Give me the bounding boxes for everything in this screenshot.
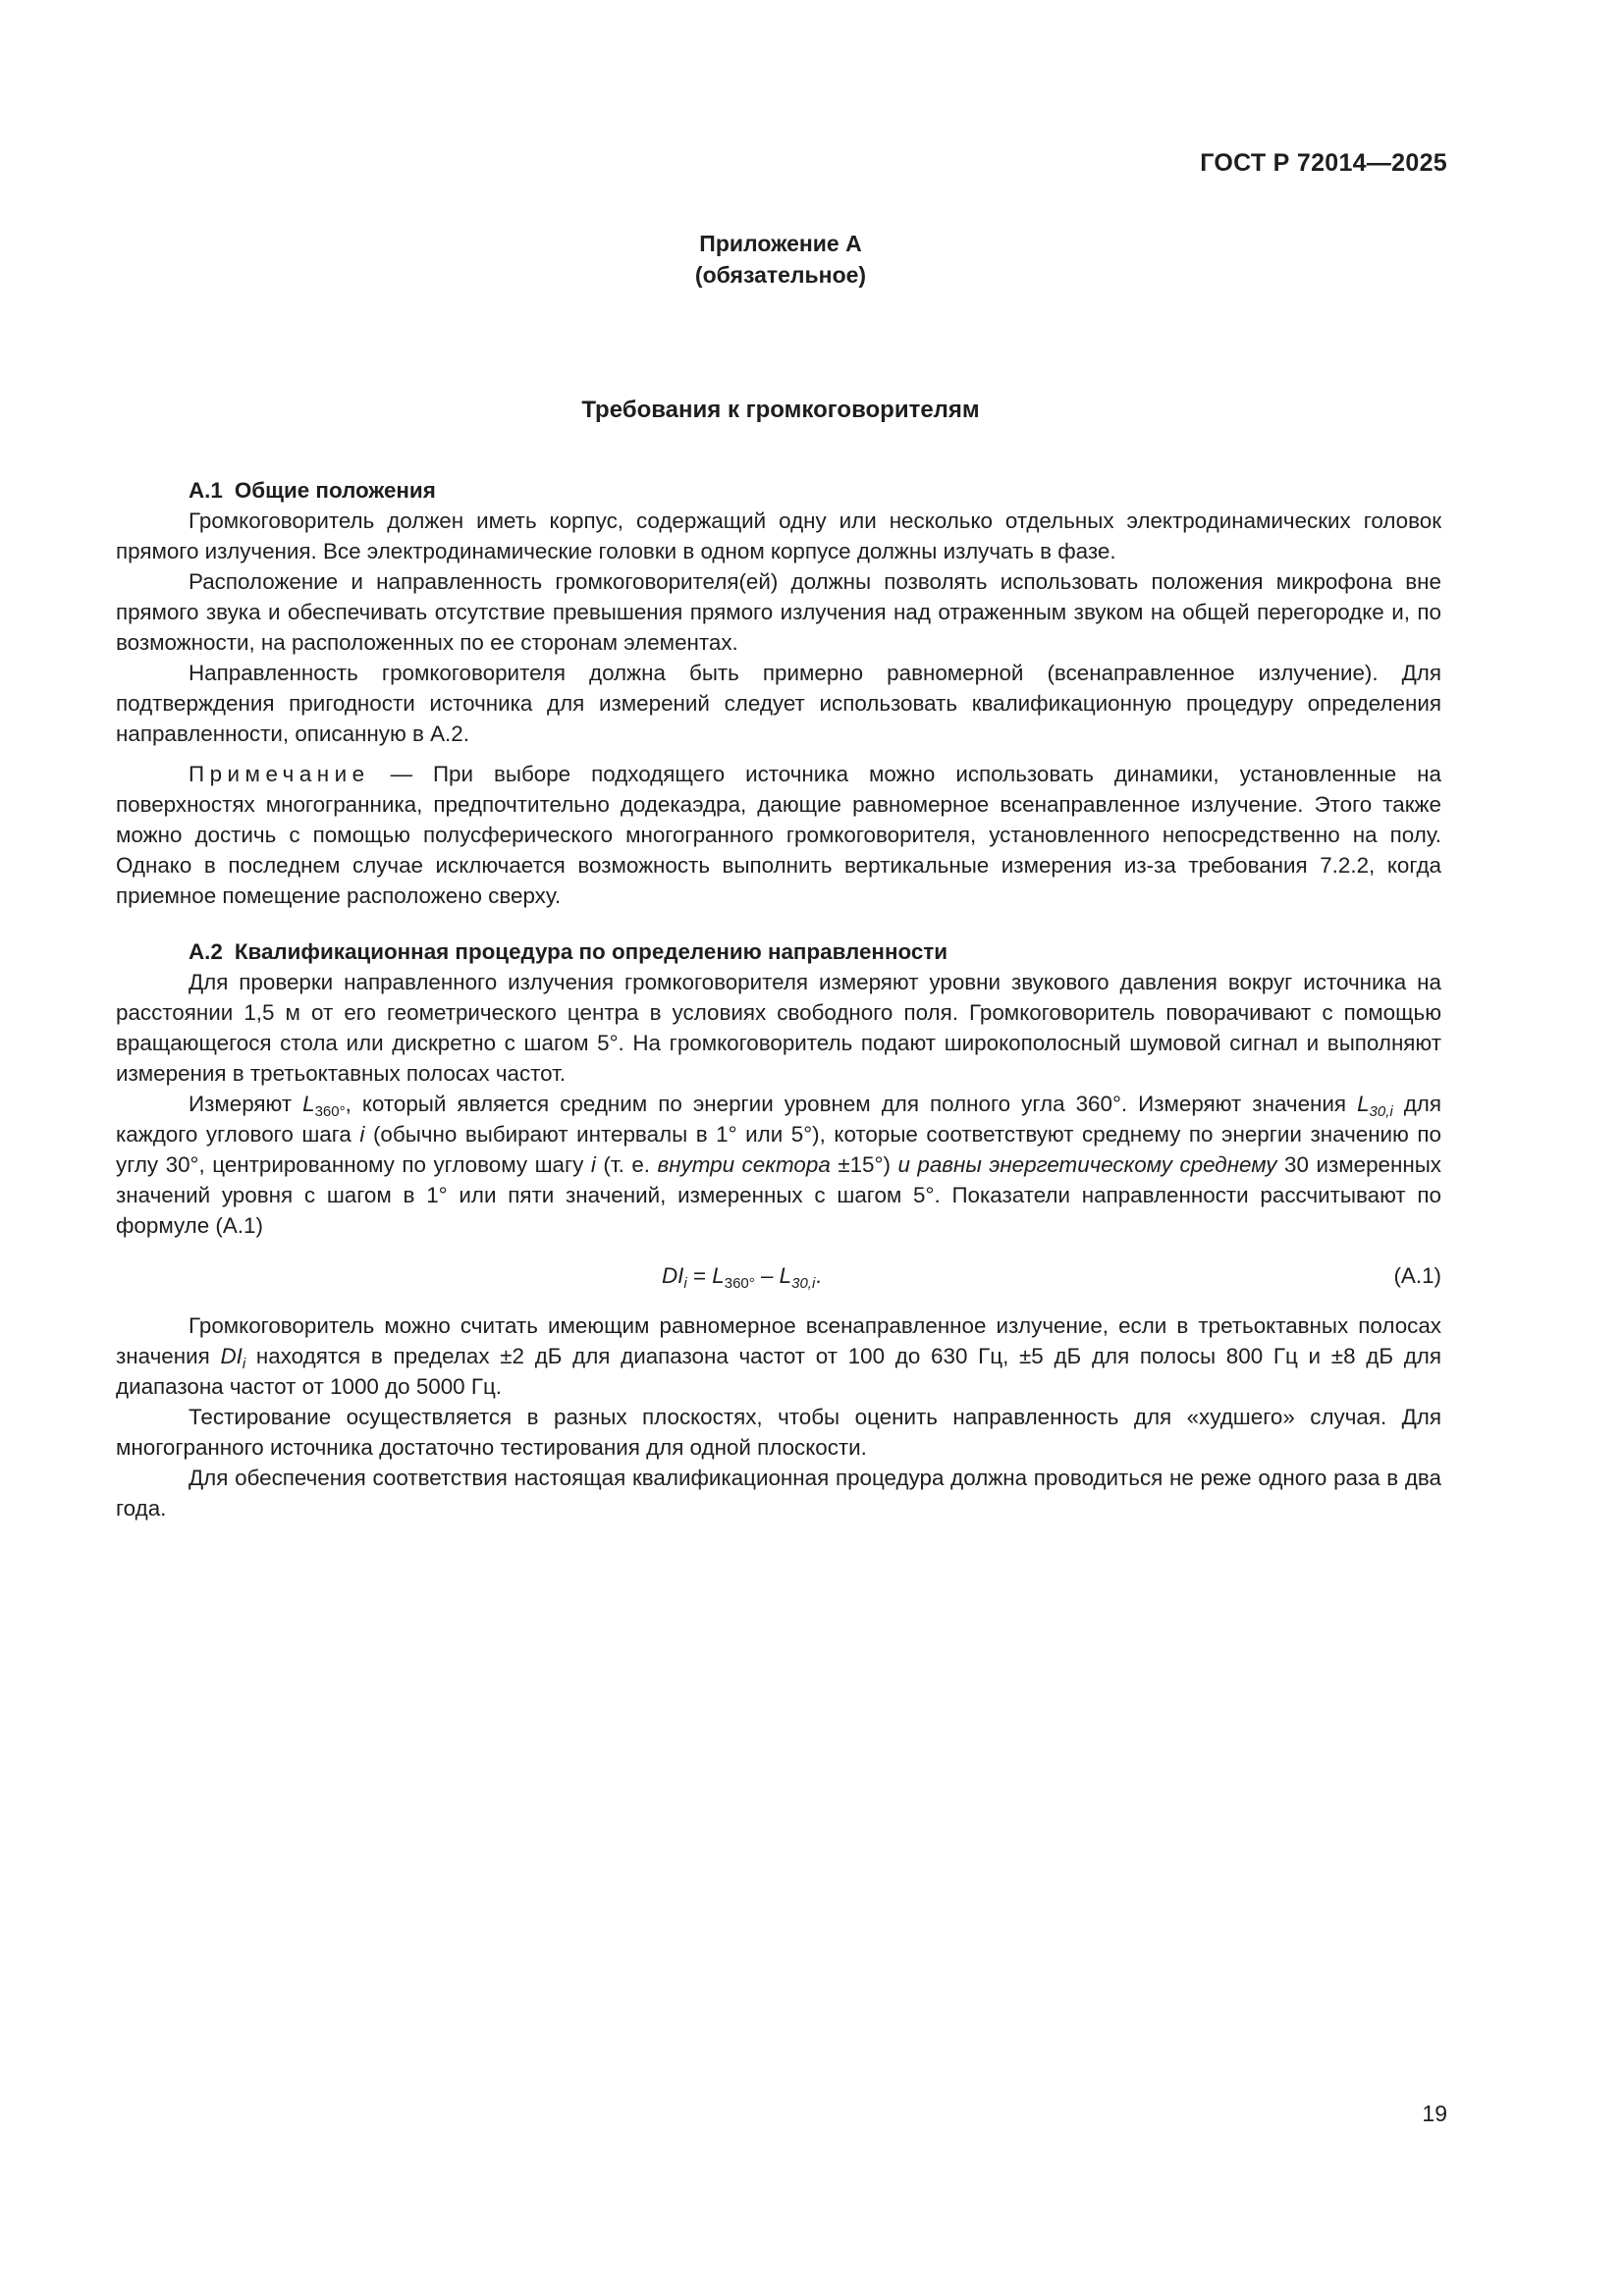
note-paragraph <box>116 759 1441 911</box>
paragraph: Громкоговоритель должен иметь корпус, содержащий одну или несколько отдельных электродинамических головок прямого излучения. Все электродинамические головки в одном корпусе должны излучать в фазе. <box>116 508 1441 563</box>
section-title: Квалификационная процедура по определению направленности <box>234 939 948 964</box>
paragraph: Расположение и направленность громкоговорителя(ей) должны позволять использовать положения микрофона вне прямого звука и обеспечивать отсутствие превышения прямого излучения над отраженным звуком на общей перегородке и, по возможности, на расположенных по ее сторонам элементах. <box>116 569 1441 655</box>
formula-a1 <box>116 1260 1441 1291</box>
paragraph: Для проверки направленного излучения громкоговорителя измеряют уровни звукового давления вокруг источника на расстоянии 1,5 м от его геометрического центра в условиях свободного поля. Громкоговоритель поворачивают с помощью вращающегося стола или дискретно с шагом 5°. На громкоговоритель подают широкополосный шумовой сигнал и выполняют измерения в третьоктавных полосах частот. <box>116 970 1441 1086</box>
formula-number: (А.1) <box>1393 1263 1441 1288</box>
section-heading-a2 <box>116 936 1441 967</box>
page-title: Требования к громкоговорителям <box>581 397 980 423</box>
document-body <box>116 475 1441 1523</box>
annex-heading <box>0 228 1561 291</box>
paragraph: Громкоговоритель можно считать имеющим равномерное всенаправленное излучение, если в третьоктавных полосах значения $DI_i$ находятся в пределах ±2 дБ для диапазона частот от 100 до 630 Гц, ±5 дБ для полосы 800 Гц и ±8 дБ для диапазона частот от 1000 до 5000 Гц. <box>116 1313 1441 1399</box>
formula: $DI_i = L_{360^\circ} - L_{30,i}$. <box>662 1263 822 1292</box>
page-number: 19 <box>1422 2101 1447 2126</box>
section-heading-a1 <box>116 475 1441 506</box>
annex-status: (обязательное) <box>694 262 867 288</box>
paragraph: Направленность громкоговорителя должна быть примерно равномерной (всенаправленное излучение). Для подтверждения пригодности источника для измерений следует использовать квалификационную процедуру определения направленности, описанную в А.2. <box>116 661 1441 746</box>
paragraph: Для обеспечения соответствия настоящая квалификационная процедура должна проводиться не реже одного раза в два года. <box>116 1466 1441 1521</box>
note-label: Примечание <box>189 762 370 786</box>
section-title: Общие положения <box>234 478 436 503</box>
paragraph: Измеряют $L_{360^\circ}$, который является средним по энергии уровнем для полного угла 360°. Измеряют значения $L_{30,i}$ для каждого углового шага i (обычно выбирают интервалы в 1° или 5°), которые соответствуют среднему по энергии значению по углу 30°, центрированному по угловому шагу i (т. е. внутри сектора ±15°) и равны энергетическому среднему 30 измеренных значений уровня с шагом в 1° или пяти значений, измеренных с шагом 5°. Показатели направленности рассчитывают по формуле (А.1) <box>116 1092 1442 1238</box>
note-text: — При выборе подходящего источника можно использовать динамики, установленные на поверхностях многогранника, предпочтительно додекаэдра, дающие равномерное всенаправленное излучение. Этого также можно достичь с помощью полусферического многогранного громкоговорителя, установленного непосредственно на полу. Однако в последнем случае исключается возможность выполнить вертикальные измерения из-за требования 7.2.2, когда приемное помещение расположено сверху. <box>116 762 1441 908</box>
section-number: А.1 <box>189 478 223 503</box>
document-code: ГОСТ Р 72014—2025 <box>1200 149 1447 177</box>
section-number: А.2 <box>189 939 223 964</box>
paragraph: Тестирование осуществляется в разных плоскостях, чтобы оценить направленность для «худшего» случая. Для многогранного источника достаточно тестирования для одной плоскости. <box>116 1405 1441 1460</box>
annex-title: Приложение А <box>699 231 862 256</box>
